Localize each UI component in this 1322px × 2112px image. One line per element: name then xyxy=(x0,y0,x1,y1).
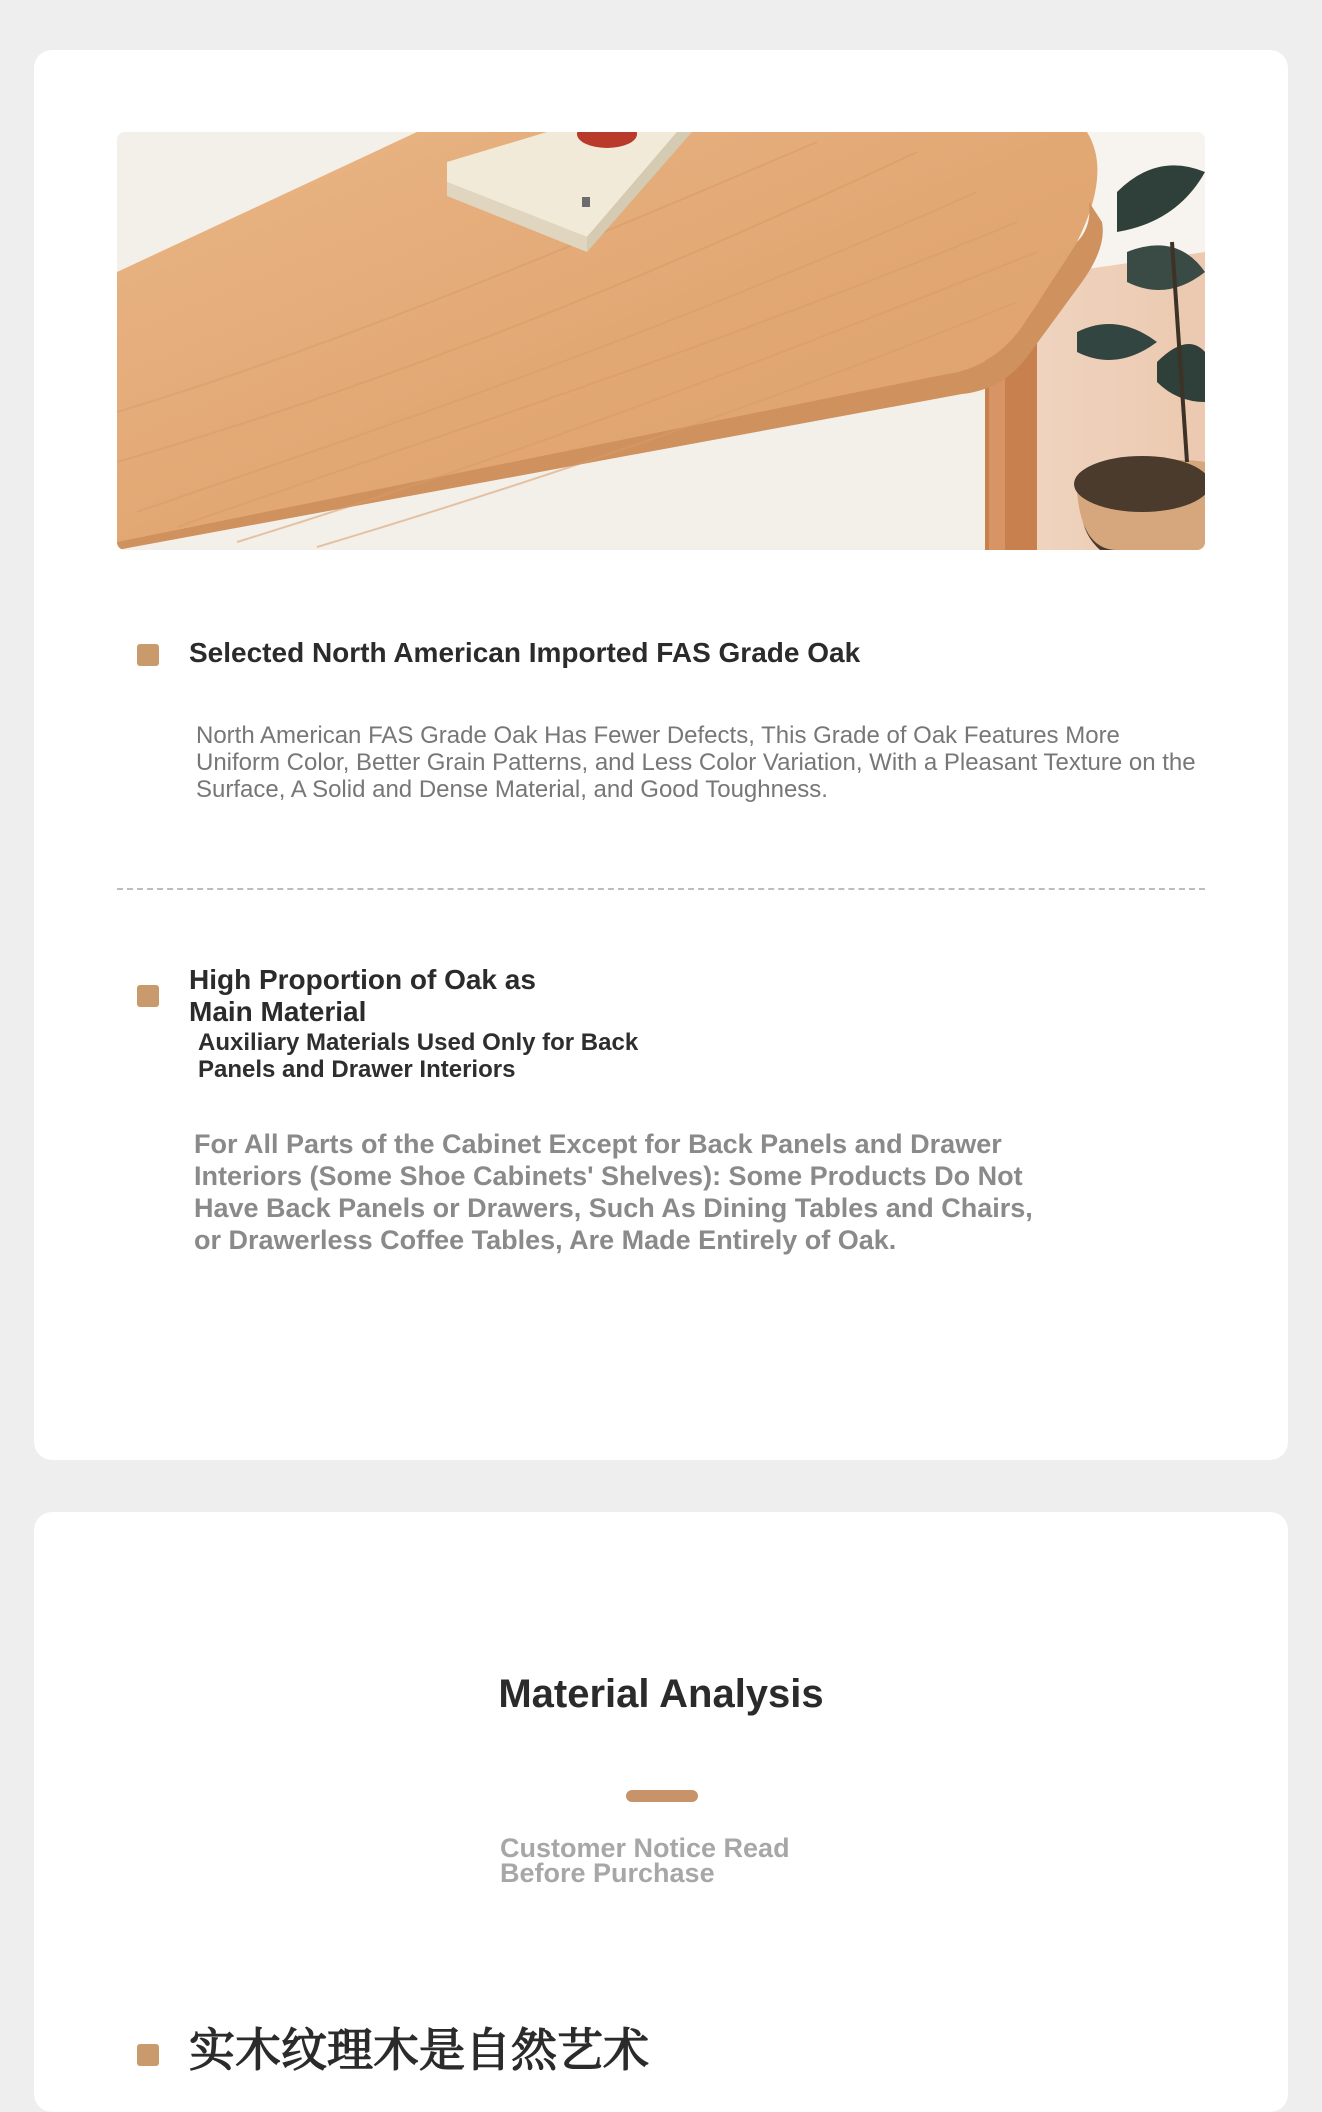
section-title-fas-oak: Selected North American Imported FAS Grade Oak xyxy=(189,637,861,668)
section-description-oak-proportion: For All Parts of the Cabinet Except for Back Panels and Drawer Interiors (Some Shoe Cabinets' Shelves): Some Products Do Not Have Back Panels or Drawers, Such As Dining Tables and Chairs, or Drawerless Coffee Tables, Are Made Entirely of Oak. xyxy=(194,1129,1033,1255)
material-analysis-title: Material Analysis xyxy=(498,1672,824,1716)
oak-material-card xyxy=(34,50,1288,1460)
section-bullet xyxy=(137,2044,159,2066)
section-bullet xyxy=(137,985,159,1007)
section-title-oak-proportion: High Proportion of Oak as Main Material xyxy=(189,964,536,1027)
section-subtitle-auxiliary: Auxiliary Materials Used Only for Back Panels and Drawer Interiors xyxy=(198,1029,639,1083)
title-underline-bar xyxy=(626,1790,698,1802)
dashed-divider xyxy=(117,888,1205,890)
section-description-fas-oak: North American FAS Grade Oak Has Fewer Defects, This Grade of Oak Features More Uniform Color, Better Grain Patterns, and Less Color Variation, With a Pleasant Texture on the Surface, A Solid and Dense Material, and Good Toughness. xyxy=(196,722,1196,803)
customer-notice-text: Customer Notice Read Before Purchase xyxy=(500,1833,790,1888)
wood-grain-heading: 实木纹理木是自然艺术 xyxy=(189,2023,649,2077)
material-analysis-card xyxy=(34,1512,1288,2112)
section-bullet xyxy=(137,644,159,666)
hero-photo xyxy=(117,132,1205,550)
oak-table-photo-icon xyxy=(117,132,1205,550)
